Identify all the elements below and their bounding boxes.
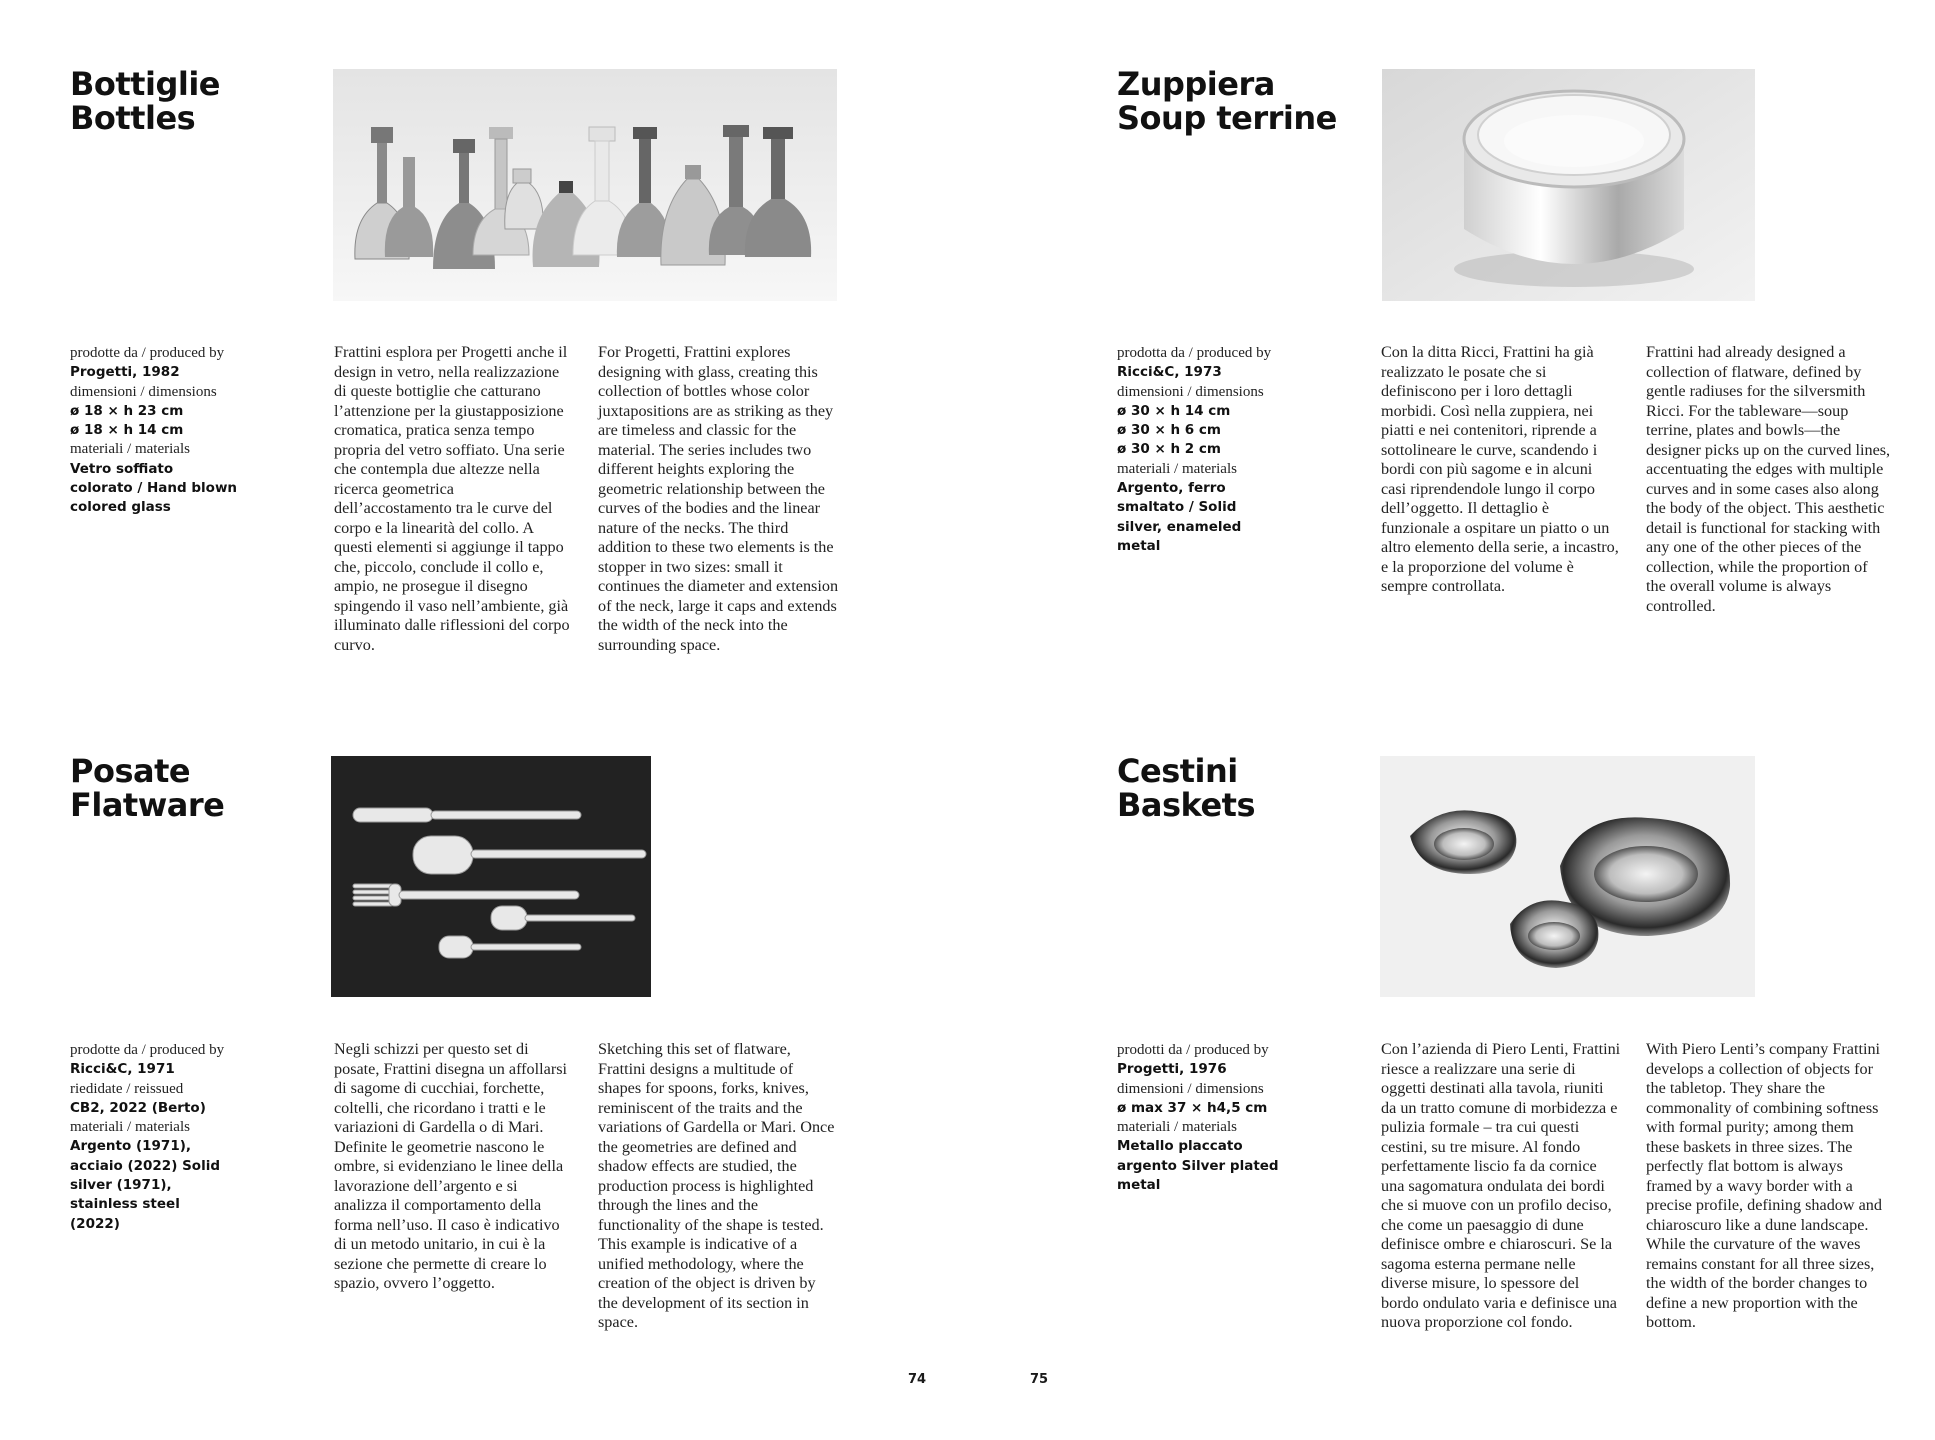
meta-value: Progetti, 1982	[70, 364, 180, 381]
meta-value: CB2, 2022 (Berto)	[70, 1099, 206, 1116]
bottles-text-en: For Progetti, Frattini explores designing with glass, creating this collection of bottles whose color juxtapositions are as striking as they are timeless and classic for the material. The series includes two different heights exploring the geometric relationship between the curves of the bodies and the linear nature of the necks. The third addition to these two elements is the stopper in two sizes: small it continues the diameter and extension of the neck, large it caps and extends the width of the neck into the surrounding space.	[598, 343, 839, 654]
meta-label: riedidate / reissued	[70, 1080, 184, 1097]
terrine-text-it: Con la ditta Ricci, Frattini ha già realizzato le posate che si definiscono per i loro dettagli morbidi. Così nella zuppiera, nei piatti e nei contenitori, riprende a sottolineare le curve, scandendo i bordi con più sagome e in alcuni casi riprendendole lungo il corpo dell’oggetto. Il dettaglio è funzionale a ospitare un piatto o un altro elemento della serie, a incastro, e la proporzione del volume è sempre controllata.	[1381, 343, 1619, 595]
meta-value: ø max 37 × h4,5 cm	[1117, 1099, 1268, 1116]
meta-value: Ricci&C, 1971	[70, 1061, 175, 1078]
title-en: Soup terrine	[1117, 99, 1337, 137]
meta-value: Vetro soffiato colorato / Hand blown colored glass	[70, 460, 238, 516]
baskets-photo	[1380, 756, 1755, 997]
meta-label: dimensioni / dimensions	[70, 383, 217, 400]
title-it: Posate	[70, 752, 191, 790]
meta-label: prodotti da / produced by	[1117, 1042, 1269, 1058]
bottles-photo	[333, 69, 837, 301]
meta-label: dimensioni / dimensions	[1117, 383, 1264, 400]
meta-label: prodotta da / produced by	[1117, 345, 1272, 361]
meta-value: Progetti, 1976	[1117, 1061, 1227, 1078]
meta-label: prodotte da / produced by	[70, 345, 225, 361]
flatware-text-en: Sketching this set of flatware, Frattini designs a multitude of shapes for spoons, forks, knives, reminiscent of the traits and the variations of Gardella or Mari. Once the geometries are defined and shadow effects are studied, the production process is highlighted through the lines and the functionality of the shape is tested. This example is indicative of a unified methodology, where the creation of the object is driven by the development of its section in space.	[598, 1040, 835, 1331]
baskets-text-en: With Piero Lenti’s company Frattini develops a collection of objects for the tabletop. They share the commonality of combining softness with formal purity; among them these baskets in three sizes. The perfectly flat bottom is always framed by a wavy border with a precise profile, defining shadow and chiaroscuro like a dune landscape. While the curvature of the waves remains constant for all three sizes, the width of the border changes to define a new proportion with the bottom.	[1646, 1040, 1882, 1331]
bottles-meta	[70, 344, 260, 518]
flatware-photo	[331, 756, 651, 997]
baskets-meta	[1117, 1041, 1317, 1195]
title-it: Cestini	[1117, 752, 1238, 790]
meta-label: materiali / materials	[70, 441, 190, 458]
meta-value: Argento (1971), acciaio (2022) Solid silver (1971), stainless steel (2022)	[70, 1138, 220, 1232]
flatware-text-it: Negli schizzi per questo set di posate, Frattini disegna un affollarsi di sagome di cucchiai, forchette, coltelli, che ricordano i tratti e le variazioni di Gardella o di Mari. Definite le geometrie nascono le ombre, si evidenziano le linee della lavorazione dell’argento e si analizza il comportamento della forma nell’uso. Il caso è indicativo di un metodo unitario, in cui è la sezione che permette di creare lo spazio, ovvero l’oggetto.	[334, 1040, 568, 1292]
baskets-text-it: Con l’azienda di Piero Lenti, Frattini riesce a realizzare una serie di oggetti destinati alla tavola, riuniti da un tratto comune di morbidezza e pulizia formale – tra cui questi cestini, su tre misure. Al fondo perfettamente liscio fa da cornice una sagomatura ondulata dei bordi che si muove con un profilo deciso, che come un paesaggio di dune definisce ombre e chiaroscuri. Se la sagoma esterna permane nelle diverse misure, lo spessore del bordo ondulato varia e definisce una nuova proporzione col fondo.	[1381, 1040, 1621, 1331]
flatware-meta	[70, 1041, 270, 1234]
meta-value: Metallo placcato argento Silver plated metal	[1117, 1138, 1279, 1194]
terrine-text-en: Frattini had already designed a collection of flatware, defined by gentle radiuses for the silversmith Ricci. For the tableware—soup terrine, plates and bowls—the designer picks up on the curved lines, accentuating the edges with multiple curves and in some cases also along the body of the object. This aesthetic detail is functional for stacking with any one of the other pieces of the collection, while the proportion of the overall volume is always controlled.	[1646, 343, 1891, 615]
meta-value: Ricci&C, 1973	[1117, 364, 1222, 381]
title-en: Baskets	[1117, 786, 1255, 824]
bottles-text-it: Frattini esplora per Progetti anche il design in vetro, nella realizzazione di queste bottiglie che catturano l’attenzione per la giustapposizione cromatica, pratica senza tempo propria del vetro soffiato. Una serie che contempla due altezze nella ricerca geometrica dell’accostamento tra le curve del corpo e la linearità del collo. A questi elementi si aggiunge il tappo che, piccolo, conclude il collo e, ampio, ne prosegue il disegno spingendo il vaso nell’ambiente, già illuminato dalle riflessioni del corpo curvo.	[334, 343, 570, 654]
title-en: Flatware	[70, 786, 225, 824]
title-it: Bottiglie	[70, 65, 220, 103]
meta-label: prodotte da / produced by	[70, 1042, 225, 1058]
title-terrine	[1117, 67, 1337, 135]
terrine-meta	[1117, 344, 1307, 556]
meta-value: ø 30 × h 14 cm ø 30 × h 6 cm ø 30 × h 2 cm	[1117, 402, 1231, 458]
page-number-left: 74	[908, 1372, 927, 1387]
title-it: Zuppiera	[1117, 65, 1275, 103]
title-baskets	[1117, 754, 1255, 822]
meta-value: ø 18 × h 23 cm ø 18 × h 14 cm	[70, 402, 184, 439]
page-number-right: 75	[1030, 1372, 1049, 1387]
terrine-photo	[1382, 69, 1755, 301]
title-bottles	[70, 67, 220, 135]
meta-value: Argento, ferro smaltato / Solid silver, enameled metal	[1117, 480, 1242, 554]
meta-label: materiali / materials	[1117, 1119, 1237, 1136]
meta-label: materiali / materials	[1117, 460, 1237, 477]
title-en: Bottles	[70, 99, 196, 137]
meta-label: materiali / materials	[70, 1119, 190, 1136]
meta-label: dimensioni / dimensions	[1117, 1080, 1264, 1097]
title-flatware	[70, 754, 224, 822]
